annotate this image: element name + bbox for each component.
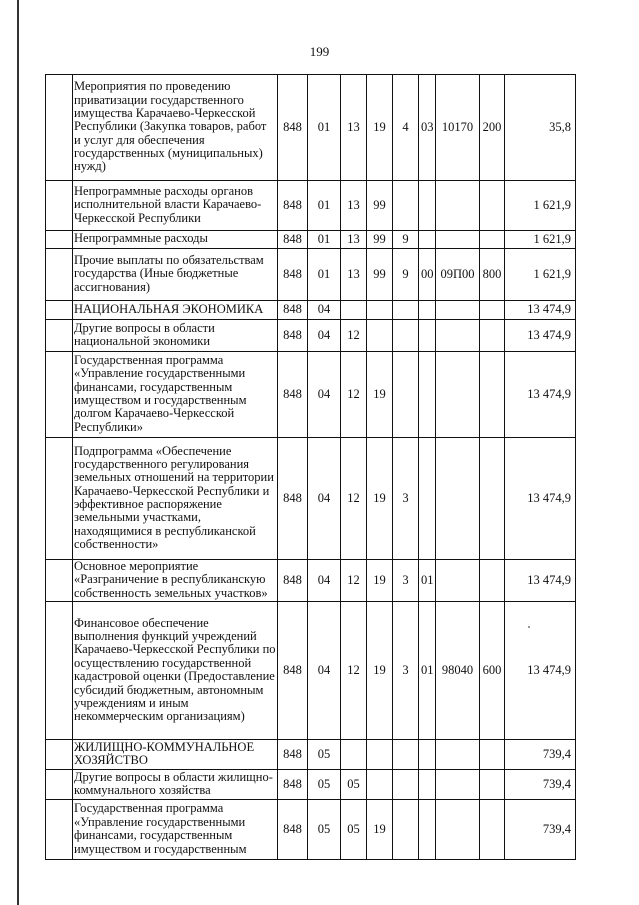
row-expense-type-code <box>480 352 505 438</box>
row-direction-code <box>436 181 480 231</box>
row-name: Государственная программа «Управление государственными финансами, государственным имуществом и государственным долгом Карачаево-Черкесской Республики» <box>73 352 278 438</box>
row-amount: 13 474,9 <box>505 301 576 320</box>
row-amount: 13 474,9 <box>505 438 576 560</box>
row-subprogram-code <box>393 352 419 438</box>
row-amount: 13 474,9 <box>505 352 576 438</box>
row-direction-code <box>436 770 480 800</box>
table-row <box>46 75 576 181</box>
row-ministry-code: 848 <box>278 301 308 320</box>
row-program-code: 19 <box>367 602 393 740</box>
row-subprogram-code: 9 <box>393 231 419 249</box>
table-row <box>46 740 576 770</box>
row-number-cell <box>46 320 73 352</box>
row-program-code <box>367 740 393 770</box>
row-subprogram-code <box>393 181 419 231</box>
table-row <box>46 249 576 301</box>
row-ministry-code: 848 <box>278 740 308 770</box>
row-subprogram-code <box>393 770 419 800</box>
row-main-event-code: 03 <box>419 75 436 181</box>
row-name: Другие вопросы в области национальной экономики <box>73 320 278 352</box>
page-number: 199 <box>309 44 330 59</box>
row-section-code: 01 <box>308 75 341 181</box>
row-ministry-code: 848 <box>278 770 308 800</box>
row-name: Непрограммные расходы <box>73 231 278 249</box>
row-ministry-code: 848 <box>278 231 308 249</box>
row-expense-type-code: 800 <box>480 249 505 301</box>
row-program-code <box>367 770 393 800</box>
row-number-cell <box>46 75 73 181</box>
row-number-cell <box>46 800 73 860</box>
row-main-event-code <box>419 438 436 560</box>
row-ministry-code: 848 <box>278 75 308 181</box>
row-number-cell <box>46 352 73 438</box>
row-subprogram-code: 3 <box>393 560 419 602</box>
row-subsection-code: 13 <box>341 181 367 231</box>
row-subprogram-code: 3 <box>393 438 419 560</box>
row-name: Подпрограмма «Обеспечение государственного регулирования земельных отношений на территории Карачаево-Черкесской Республики и эффективное распоряжение земельными участками, находящимися в республиканской собственности» <box>73 438 278 560</box>
table-row <box>46 352 576 438</box>
row-ministry-code: 848 <box>278 800 308 860</box>
row-main-event-code <box>419 770 436 800</box>
row-number-cell <box>46 560 73 602</box>
row-name: Государственная программа «Управление государственными финансами, государственным имуществом и государственным <box>73 800 278 860</box>
row-name: Финансовое обеспечение выполнения функций учреждений Карачаево-Черкесской Республики по осуществлению государственной кадастровой оценки (Предоставление субсидий бюджетным, автономным учреждениям и иным некоммерческим организациям) <box>73 602 278 740</box>
row-main-event-code <box>419 231 436 249</box>
row-section-code: 04 <box>308 320 341 352</box>
row-expense-type-code <box>480 438 505 560</box>
row-main-event-code <box>419 181 436 231</box>
row-ministry-code: 848 <box>278 352 308 438</box>
scan-speck <box>528 626 530 628</box>
row-direction-code <box>436 320 480 352</box>
row-amount: 1 621,9 <box>505 181 576 231</box>
row-ministry-code: 848 <box>278 320 308 352</box>
row-number-cell <box>46 301 73 320</box>
row-amount: 13 474,9 <box>505 560 576 602</box>
row-amount: 1 621,9 <box>505 231 576 249</box>
row-subsection-code: 13 <box>341 249 367 301</box>
table-row <box>46 770 576 800</box>
row-amount: 739,4 <box>505 800 576 860</box>
row-section-code: 01 <box>308 181 341 231</box>
row-expense-type-code <box>480 181 505 231</box>
row-amount: 739,4 <box>505 740 576 770</box>
row-direction-code <box>436 800 480 860</box>
row-direction-code: 10170 <box>436 75 480 181</box>
row-program-code: 99 <box>367 249 393 301</box>
row-number-cell <box>46 181 73 231</box>
row-expense-type-code <box>480 231 505 249</box>
row-direction-code <box>436 231 480 249</box>
row-direction-code <box>436 740 480 770</box>
row-ministry-code: 848 <box>278 249 308 301</box>
row-program-code: 19 <box>367 560 393 602</box>
row-name: Мероприятия по проведению приватизации государственного имущества Карачаево-Черкесской Республики (Закупка товаров, работ и услуг для обеспечения государственных (муниципальных) нужд) <box>73 75 278 181</box>
row-subprogram-code: 3 <box>393 602 419 740</box>
row-number-cell <box>46 602 73 740</box>
row-expense-type-code: 600 <box>480 602 505 740</box>
row-number-cell <box>46 249 73 301</box>
row-section-code: 04 <box>308 352 341 438</box>
row-main-event-code <box>419 352 436 438</box>
row-program-code: 19 <box>367 75 393 181</box>
row-ministry-code: 848 <box>278 438 308 560</box>
row-amount: 1 621,9 <box>505 249 576 301</box>
row-subprogram-code <box>393 800 419 860</box>
row-name: Прочие выплаты по обязательствам государства (Иные бюджетные ассигнования) <box>73 249 278 301</box>
row-direction-code <box>436 352 480 438</box>
row-main-event-code <box>419 800 436 860</box>
budget-table <box>45 74 576 860</box>
row-subsection-code: 12 <box>341 560 367 602</box>
row-program-code: 99 <box>367 231 393 249</box>
row-program-code: 99 <box>367 181 393 231</box>
row-subsection-code: 12 <box>341 320 367 352</box>
row-subsection-code: 05 <box>341 800 367 860</box>
page-edge-line <box>17 0 19 905</box>
row-subsection-code: 13 <box>341 231 367 249</box>
row-name: НАЦИОНАЛЬНАЯ ЭКОНОМИКА <box>73 301 278 320</box>
row-section-code: 04 <box>308 301 341 320</box>
row-expense-type-code: 200 <box>480 75 505 181</box>
row-ministry-code: 848 <box>278 560 308 602</box>
row-name: Основное мероприятие «Разграничение в республиканскую собственность земельных участков» <box>73 560 278 602</box>
row-program-code: 19 <box>367 352 393 438</box>
row-program-code <box>367 301 393 320</box>
row-amount: 13 474,9 <box>505 602 576 740</box>
row-subsection-code: 13 <box>341 75 367 181</box>
row-subsection-code: 12 <box>341 602 367 740</box>
row-name: Другие вопросы в области жилищно-коммунального хозяйства <box>73 770 278 800</box>
row-expense-type-code <box>480 740 505 770</box>
row-section-code: 05 <box>308 740 341 770</box>
row-main-event-code <box>419 320 436 352</box>
row-number-cell <box>46 770 73 800</box>
row-amount: 739,4 <box>505 770 576 800</box>
row-expense-type-code <box>480 560 505 602</box>
row-main-event-code: 00 <box>419 249 436 301</box>
table-row <box>46 320 576 352</box>
row-section-code: 04 <box>308 602 341 740</box>
row-section-code: 05 <box>308 800 341 860</box>
row-main-event-code <box>419 740 436 770</box>
row-direction-code <box>436 560 480 602</box>
row-subsection-code <box>341 301 367 320</box>
row-subprogram-code <box>393 301 419 320</box>
table-row <box>46 602 576 740</box>
row-ministry-code: 848 <box>278 602 308 740</box>
row-subsection-code: 05 <box>341 770 367 800</box>
row-program-code: 19 <box>367 800 393 860</box>
row-subprogram-code <box>393 740 419 770</box>
row-program-code <box>367 320 393 352</box>
row-section-code: 01 <box>308 249 341 301</box>
table-row <box>46 438 576 560</box>
row-subsection-code: 12 <box>341 438 367 560</box>
row-subprogram-code: 9 <box>393 249 419 301</box>
table-row <box>46 301 576 320</box>
row-expense-type-code <box>480 800 505 860</box>
table-row <box>46 560 576 602</box>
row-expense-type-code <box>480 770 505 800</box>
row-main-event-code: 01 <box>419 602 436 740</box>
table-row <box>46 231 576 249</box>
row-amount: 13 474,9 <box>505 320 576 352</box>
row-main-event-code: 01 <box>419 560 436 602</box>
row-direction-code <box>436 438 480 560</box>
row-main-event-code <box>419 301 436 320</box>
row-subsection-code <box>341 740 367 770</box>
row-section-code: 04 <box>308 560 341 602</box>
row-number-cell <box>46 438 73 560</box>
row-direction-code: 98040 <box>436 602 480 740</box>
table-row <box>46 181 576 231</box>
row-section-code: 01 <box>308 231 341 249</box>
row-expense-type-code <box>480 301 505 320</box>
row-subprogram-code <box>393 320 419 352</box>
row-subprogram-code: 4 <box>393 75 419 181</box>
row-direction-code <box>436 301 480 320</box>
row-number-cell <box>46 740 73 770</box>
row-name: Непрограммные расходы органов исполнительной власти Карачаево-Черкесской Республики <box>73 181 278 231</box>
row-section-code: 05 <box>308 770 341 800</box>
table-row <box>46 800 576 860</box>
row-ministry-code: 848 <box>278 181 308 231</box>
budget-table-body <box>46 75 576 860</box>
row-number-cell <box>46 231 73 249</box>
row-section-code: 04 <box>308 438 341 560</box>
row-expense-type-code <box>480 320 505 352</box>
row-program-code: 19 <box>367 438 393 560</box>
row-direction-code: 09П00 <box>436 249 480 301</box>
row-amount: 35,8 <box>505 75 576 181</box>
row-name: ЖИЛИЩНО-КОММУНАЛЬНОЕ ХОЗЯЙСТВО <box>73 740 278 770</box>
row-subsection-code: 12 <box>341 352 367 438</box>
